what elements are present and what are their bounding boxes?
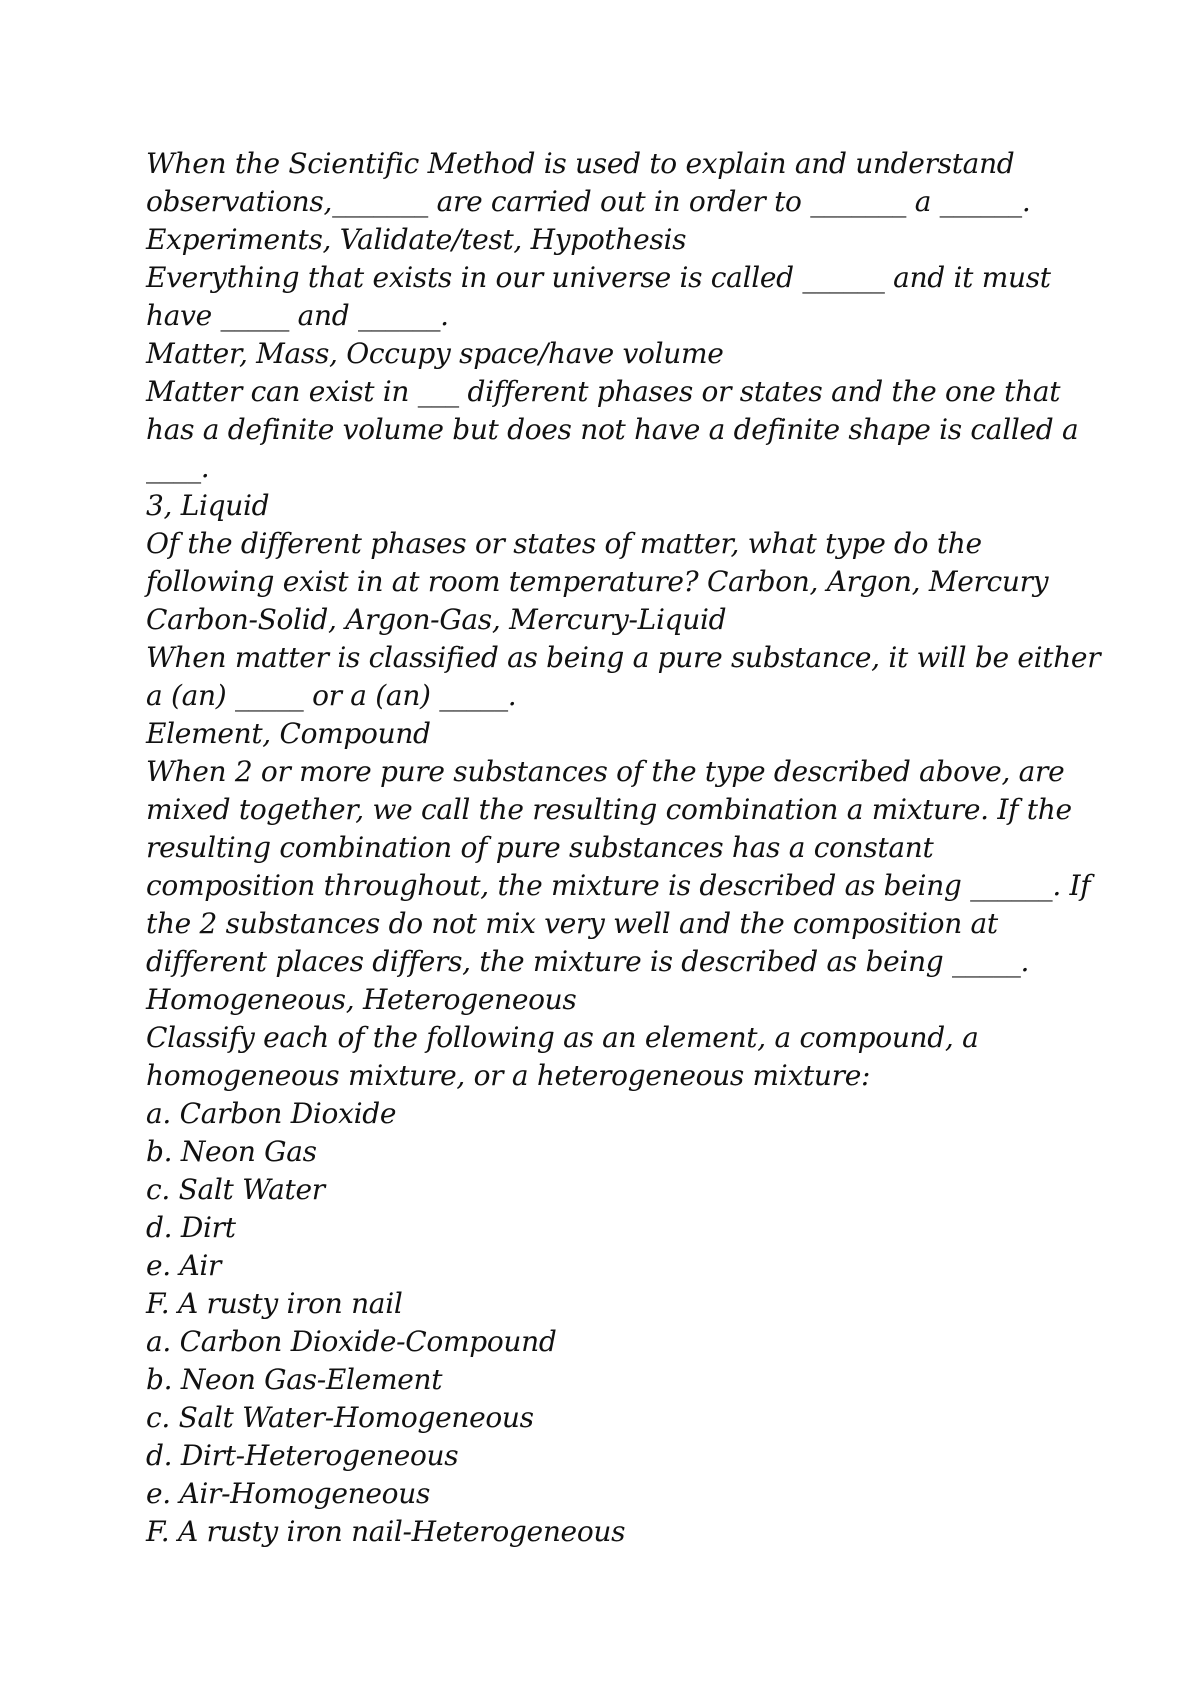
text-line: Matter can exist in ___ different phases or states and the one that [146, 375, 1061, 408]
text-line: resulting combination of pure substances has a constant [146, 831, 934, 864]
text-line: d. Dirt [146, 1211, 236, 1244]
text-line: b. Neon Gas-Element [146, 1363, 443, 1396]
text-line: b. Neon Gas [146, 1135, 317, 1168]
text-line: a (an) _____ or a (an) _____. [146, 679, 517, 712]
text-line: different places differs, the mixture is described as being _____. [146, 945, 1030, 978]
text-line: a. Carbon Dioxide-Compound [146, 1325, 557, 1358]
text-line: e. Air [146, 1249, 222, 1282]
document-text [146, 145, 1106, 1551]
text-line: When matter is classified as being a pure substance, it will be either [146, 641, 1101, 674]
text-line: mixed together, we call the resulting combination a mixture. If the [146, 793, 1072, 826]
text-line: Of the different phases or states of matter, what type do the [146, 527, 982, 560]
text-line: When the Scientific Method is used to explain and understand [146, 147, 1015, 180]
text-line: homogeneous mixture, or a heterogeneous mixture: [146, 1059, 871, 1092]
text-line: has a definite volume but does not have a definite shape is called a [146, 413, 1079, 446]
text-line: Element, Compound [146, 717, 431, 750]
text-line: Homogeneous, Heterogeneous [146, 983, 577, 1016]
text-line: Everything that exists in our universe is called ______ and it must [146, 261, 1051, 294]
text-line: a. Carbon Dioxide [146, 1097, 397, 1130]
text-line: 3, Liquid [146, 489, 270, 522]
text-line: ____. [146, 451, 210, 484]
text-line: following exist in at room temperature? Carbon, Argon, Mercury [146, 565, 1049, 598]
text-line: F. A rusty iron nail-Heterogeneous [146, 1515, 626, 1548]
text-line: observations,_______ are carried out in order to _______ a ______. [146, 185, 1031, 218]
text-line: c. Salt Water-Homogeneous [146, 1401, 534, 1434]
text-line: Carbon-Solid, Argon-Gas, Mercury-Liquid [146, 603, 727, 636]
text-line: d. Dirt-Heterogeneous [146, 1439, 459, 1472]
text-line: c. Salt Water [146, 1173, 325, 1206]
text-line: Classify each of the following as an element, a compound, a [146, 1021, 979, 1054]
text-line: Experiments, Validate/test, Hypothesis [146, 223, 687, 256]
text-line: e. Air-Homogeneous [146, 1477, 431, 1510]
text-line: Matter, Mass, Occupy space/have volume [146, 337, 724, 370]
text-line: the 2 substances do not mix very well and the composition at [146, 907, 998, 940]
text-line: composition throughout, the mixture is described as being ______. If [146, 869, 1091, 902]
text-line: F. A rusty iron nail [146, 1287, 403, 1320]
text-line: When 2 or more pure substances of the type described above, are [146, 755, 1065, 788]
text-line: have _____ and ______. [146, 299, 449, 332]
